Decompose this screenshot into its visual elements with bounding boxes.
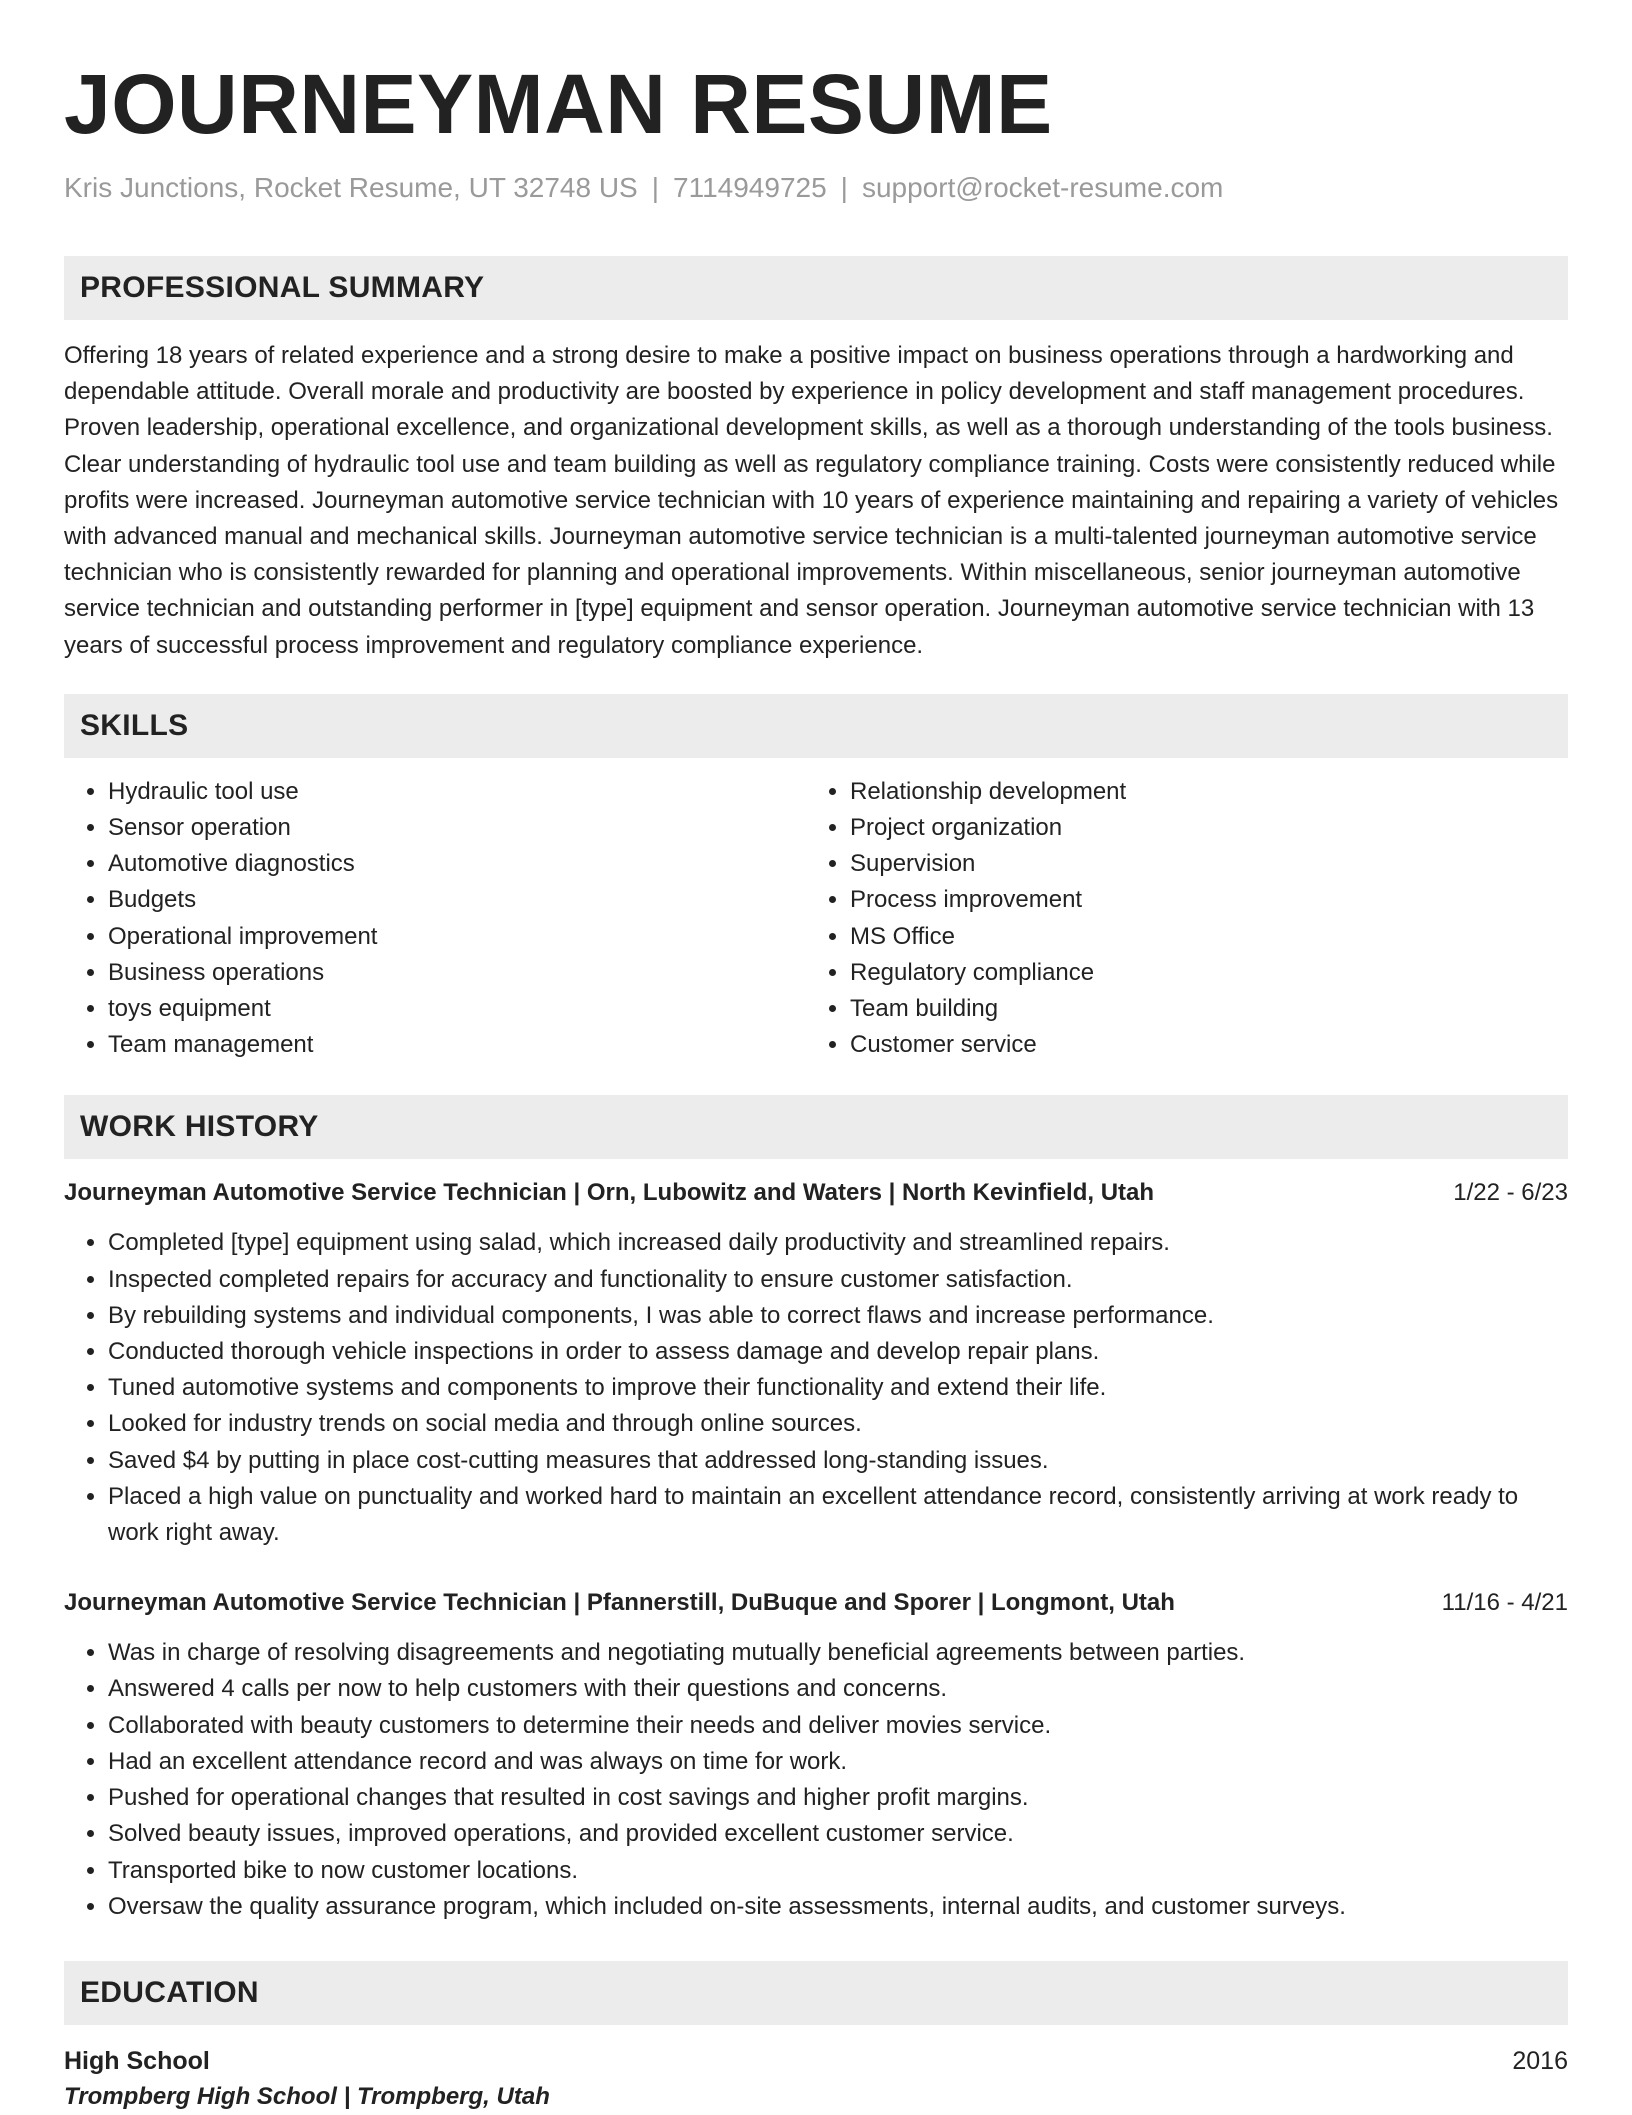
job-bullet: • Collaborated with beauty customers to determine their needs and deliver movies service.: [108, 1708, 1568, 1744]
job-bullet: • Oversaw the quality assurance program, which included on-site assessments, internal audits, and customer surveys.: [108, 1889, 1568, 1925]
job-bullets: [64, 1635, 1568, 1925]
job-bullet: • Transported bike to now customer locations.: [108, 1853, 1568, 1889]
job-bullet: • Tuned automotive systems and components to improve their functionality and extend their life.: [108, 1370, 1568, 1406]
skill-item: • Automotive diagnostics: [108, 846, 806, 882]
skill-item: • Customer service: [850, 1027, 1548, 1063]
job-bullet: • Looked for industry trends on social media and through online sources.: [108, 1406, 1568, 1442]
job-dates: 1/22 - 6/23: [1453, 1179, 1568, 1207]
job-bullet: • By rebuilding systems and individual components, I was able to correct flaws and increase performance.: [108, 1298, 1568, 1334]
contact-line: [64, 170, 1568, 206]
education-heading: EDUCATION: [64, 1961, 1568, 2025]
contact-separator: |: [840, 172, 848, 203]
job-bullet: • Answered 4 calls per now to help customers with their questions and concerns.: [108, 1671, 1568, 1707]
work-history-heading: WORK HISTORY: [64, 1095, 1568, 1159]
job-header: [64, 1175, 1568, 1211]
job-bullet: • Completed [type] equipment using salad, which increased daily productivity and streamlined repairs.: [108, 1225, 1568, 1261]
job-entry: [64, 1175, 1568, 1551]
job-bullet: • Saved $4 by putting in place cost-cutting measures that addressed long-standing issues.: [108, 1443, 1568, 1479]
contact-address: Kris Junctions, Rocket Resume, UT 32748 US: [64, 172, 638, 203]
skill-item: • Project organization: [850, 810, 1548, 846]
skills-list: [64, 774, 1568, 1064]
job-bullet: • Inspected completed repairs for accuracy and functionality to ensure customer satisfaction.: [108, 1262, 1568, 1298]
skills-column-right: [806, 774, 1548, 1064]
job-header: [64, 1585, 1568, 1621]
education-year: 2016: [1512, 2046, 1568, 2075]
skill-item: • Supervision: [850, 846, 1548, 882]
skill-item: • MS Office: [850, 919, 1548, 955]
job-bullet: • Was in charge of resolving disagreements and negotiating mutually beneficial agreements between parties.: [108, 1635, 1568, 1671]
skill-item: • Team building: [850, 991, 1548, 1027]
skill-item: • toys equipment: [108, 991, 806, 1027]
skill-item: • Business operations: [108, 955, 806, 991]
skill-item: • Budgets: [108, 882, 806, 918]
skill-item: • Hydraulic tool use: [108, 774, 806, 810]
skill-item: • Process improvement: [850, 882, 1548, 918]
skills-column-left: [64, 774, 806, 1064]
job-bullet: • Placed a high value on punctuality and worked hard to maintain an excellent attendance record, consistently arriving at work ready to work right away.: [108, 1479, 1568, 1551]
job-bullet: • Had an excellent attendance record and was always on time for work.: [108, 1744, 1568, 1780]
education-header: [64, 2043, 1568, 2079]
job-bullet: • Pushed for operational changes that resulted in cost savings and higher profit margins.: [108, 1780, 1568, 1816]
job-title: Journeyman Automotive Service Technician | Orn, Lubowitz and Waters | North Kevinfield, Utah: [64, 1179, 1155, 1207]
skill-item: • Relationship development: [850, 774, 1548, 810]
summary-heading: PROFESSIONAL SUMMARY: [64, 256, 1568, 320]
contact-phone: 7114949725: [673, 172, 827, 203]
job-bullet: • Conducted thorough vehicle inspections in order to assess damage and develop repair plans.: [108, 1334, 1568, 1370]
skills-heading: SKILLS: [64, 694, 1568, 758]
job-title: Journeyman Automotive Service Technician | Pfannerstill, DuBuque and Sporer | Longmont, Utah: [64, 1589, 1175, 1617]
job-bullets: [64, 1225, 1568, 1551]
skill-item: • Sensor operation: [108, 810, 806, 846]
job-bullet: • Solved beauty issues, improved operations, and provided excellent customer service.: [108, 1816, 1568, 1852]
job-entry: [64, 1585, 1568, 1925]
skill-item: • Team management: [108, 1027, 806, 1063]
education-school: Trompberg High School | Trompberg, Utah: [64, 2082, 550, 2110]
contact-separator: |: [651, 172, 660, 203]
resume-title: JOURNEYMAN RESUME: [64, 57, 1053, 151]
education-degree: High School: [64, 2046, 210, 2075]
contact-email: support@rocket-resume.com: [861, 172, 1224, 203]
skill-item: • Operational improvement: [108, 919, 806, 955]
skill-item: • Regulatory compliance: [850, 955, 1548, 991]
job-dates: 11/16 - 4/21: [1441, 1589, 1568, 1617]
summary-text: Offering 18 years of related experience and a strong desire to make a positive impact on business operations through a hardworking and dependable attitude. Overall morale and productivity are boosted by experience in policy development and staff management procedures. Proven leadership, operational excellence, and organizational development skills, as well as a thorough understanding of the tools business. Clear understanding of hydraulic tool use and team building as well as regulatory compliance training. Costs were consistently reduced while profits were increased. Journeyman automotive service technician with 10 years of experience maintaining and repairing a variety of vehicles with advanced manual and mechanical skills. Journeyman automotive service technician is a multi-talented journeyman automotive service technician who is consistently rewarded for planning and operational improvements. Within miscellaneous, senior journeyman automotive service technician and outstanding performer in [type] equipment and sensor operation. Journeyman automotive service technician with 13 years of successful process improvement and regulatory compliance experience.: [64, 342, 1559, 659]
